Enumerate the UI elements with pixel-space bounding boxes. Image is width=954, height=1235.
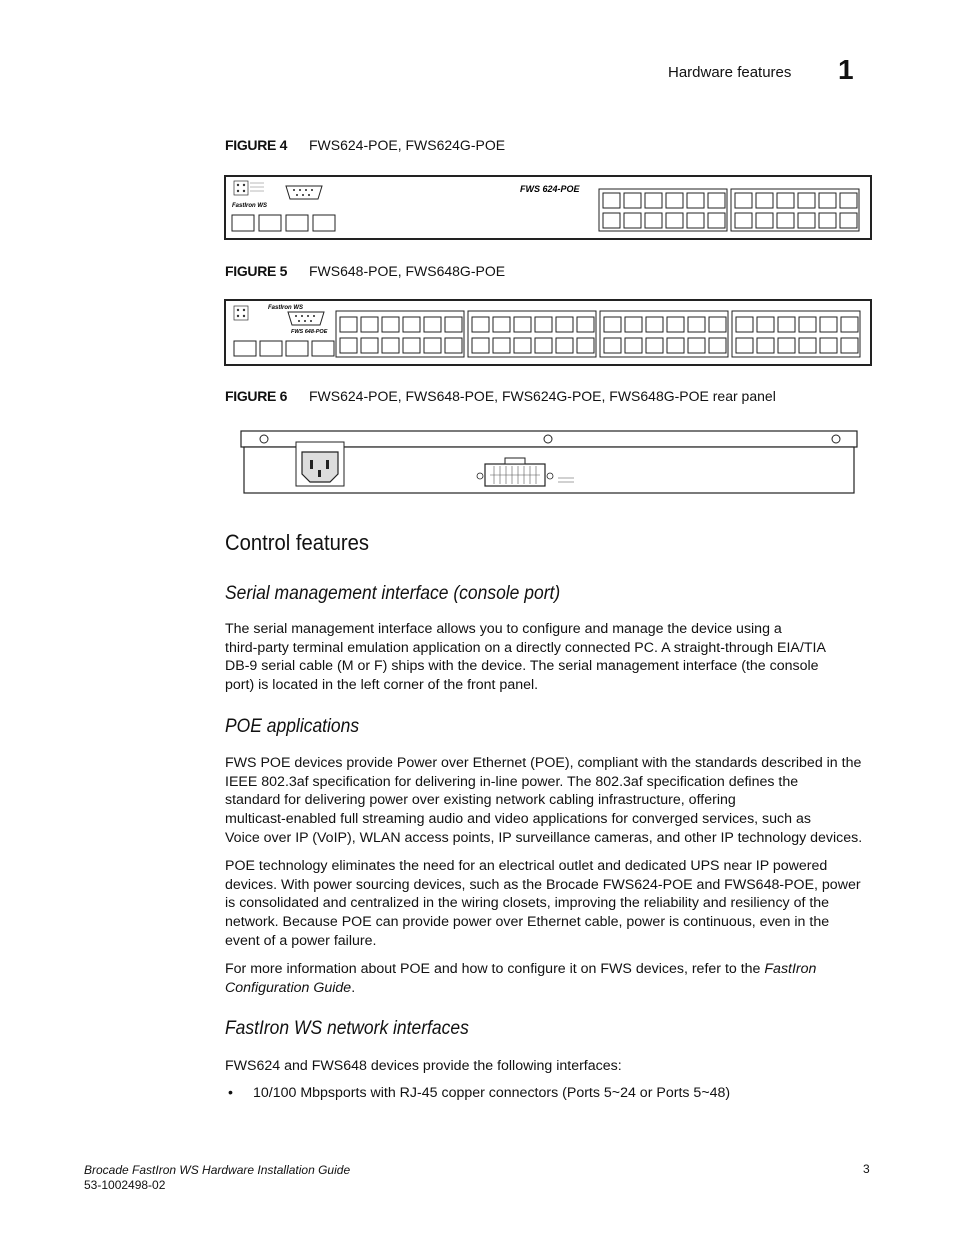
text-line: is consolidated and centralized in the wiring closets, improving the reliability and resiliency of the <box>225 895 830 912</box>
figure-5-label: FIGURE 5 <box>225 263 288 279</box>
text-line: FWS POE devices provide Power over Ethernet (POE), compliant with the standards described in the <box>225 755 862 771</box>
page-number: 3 <box>863 1162 870 1176</box>
rear-panel-drawing <box>240 430 858 494</box>
subsection-heading-poe: POE applications <box>225 716 360 737</box>
bullet-marker: • <box>228 1085 233 1101</box>
text-line: devices. With power sourcing devices, such as the Brocade FWS624-POE and FWS648-POE, power <box>225 876 861 893</box>
text-run: For more information about POE and how to configure it on FWS devices, refer to the <box>225 961 765 977</box>
chapter-number: 1 <box>838 54 854 85</box>
running-header-title: Hardware features <box>668 64 792 81</box>
text-line <box>225 979 875 998</box>
fws624-front-panel <box>224 175 872 240</box>
text-line: event of a power failure. <box>225 932 377 949</box>
text-line: port) is located in the left corner of the front panel. <box>225 677 539 694</box>
fws624-panel-drawing <box>226 177 870 238</box>
section-heading-control-features: Control features <box>225 530 370 555</box>
model-label: FWS 624-POE <box>520 184 580 194</box>
figure-6-label: FIGURE 6 <box>225 388 288 404</box>
subsection-heading-interfaces: FastIron WS network interfaces <box>225 1018 469 1039</box>
paragraph-poe-2 <box>225 857 875 951</box>
text-run: . <box>351 979 356 996</box>
guide-title-part-1: FastIron <box>764 961 817 977</box>
brand-label: FastIron WS <box>232 203 268 209</box>
text-line: multicast-enabled full streaming audio and video applications for converged services, such as <box>225 811 811 828</box>
text-line: standard for delivering power over existing network cabling infrastructure, offering <box>225 792 736 809</box>
text-line: DB-9 serial cable (M or F) ships with the device. The serial management interface (the console <box>225 658 819 675</box>
model-label: FWS 648-POE <box>291 329 328 335</box>
text-line <box>225 960 875 979</box>
fws648-front-panel <box>224 299 872 366</box>
paragraph-serial <box>225 620 875 695</box>
text-line: third-party terminal emulation application on a directly connected PC. A straight-through EIA/TIA <box>225 639 826 656</box>
brand-label: FastIron WS <box>268 305 304 311</box>
guide-title-part-2: Configuration Guide <box>225 979 352 996</box>
text-line: network. Because POE can provide power over Ethernet cable, power is continuous, even in the <box>225 914 830 931</box>
fws648-panel-drawing <box>226 301 870 364</box>
figure-4-label: FIGURE 4 <box>225 137 288 153</box>
figure-5-caption: FWS648-POE, FWS648G-POE <box>309 263 506 279</box>
figure-6-caption: FWS624-POE, FWS648-POE, FWS624G-POE, FWS648G-POE rear panel <box>309 388 776 404</box>
figure-4-caption: FWS624-POE, FWS624G-POE <box>309 137 506 153</box>
text-line: IEEE 802.3af specification for delivering in-line power. The 802.3af specification defines the <box>225 773 799 790</box>
paragraph-poe-1 <box>225 754 875 848</box>
footer-doc-number: 53-1002498-02 <box>84 1178 166 1192</box>
rear-panel <box>240 430 858 494</box>
text-line: The serial management interface allows you to configure and manage the device using a <box>225 621 782 637</box>
paragraph-poe-3 <box>225 960 875 997</box>
text-line: Voice over IP (VoIP), WLAN access points, IP surveillance cameras, and other IP technology devices. <box>225 829 863 846</box>
bullet-item-ports: 10/100 Mbpsports with RJ-45 copper connectors (Ports 5~24 or Ports 5~48) <box>253 1085 731 1101</box>
paragraph-interfaces-intro: FWS624 and FWS648 devices provide the following interfaces: <box>225 1058 622 1074</box>
text-line: POE technology eliminates the need for an electrical outlet and dedicated UPS near IP powered <box>225 858 828 874</box>
subsection-heading-serial: Serial management interface (console port) <box>225 583 561 604</box>
footer-doc-title: Brocade FastIron WS Hardware Installation Guide <box>84 1163 351 1177</box>
